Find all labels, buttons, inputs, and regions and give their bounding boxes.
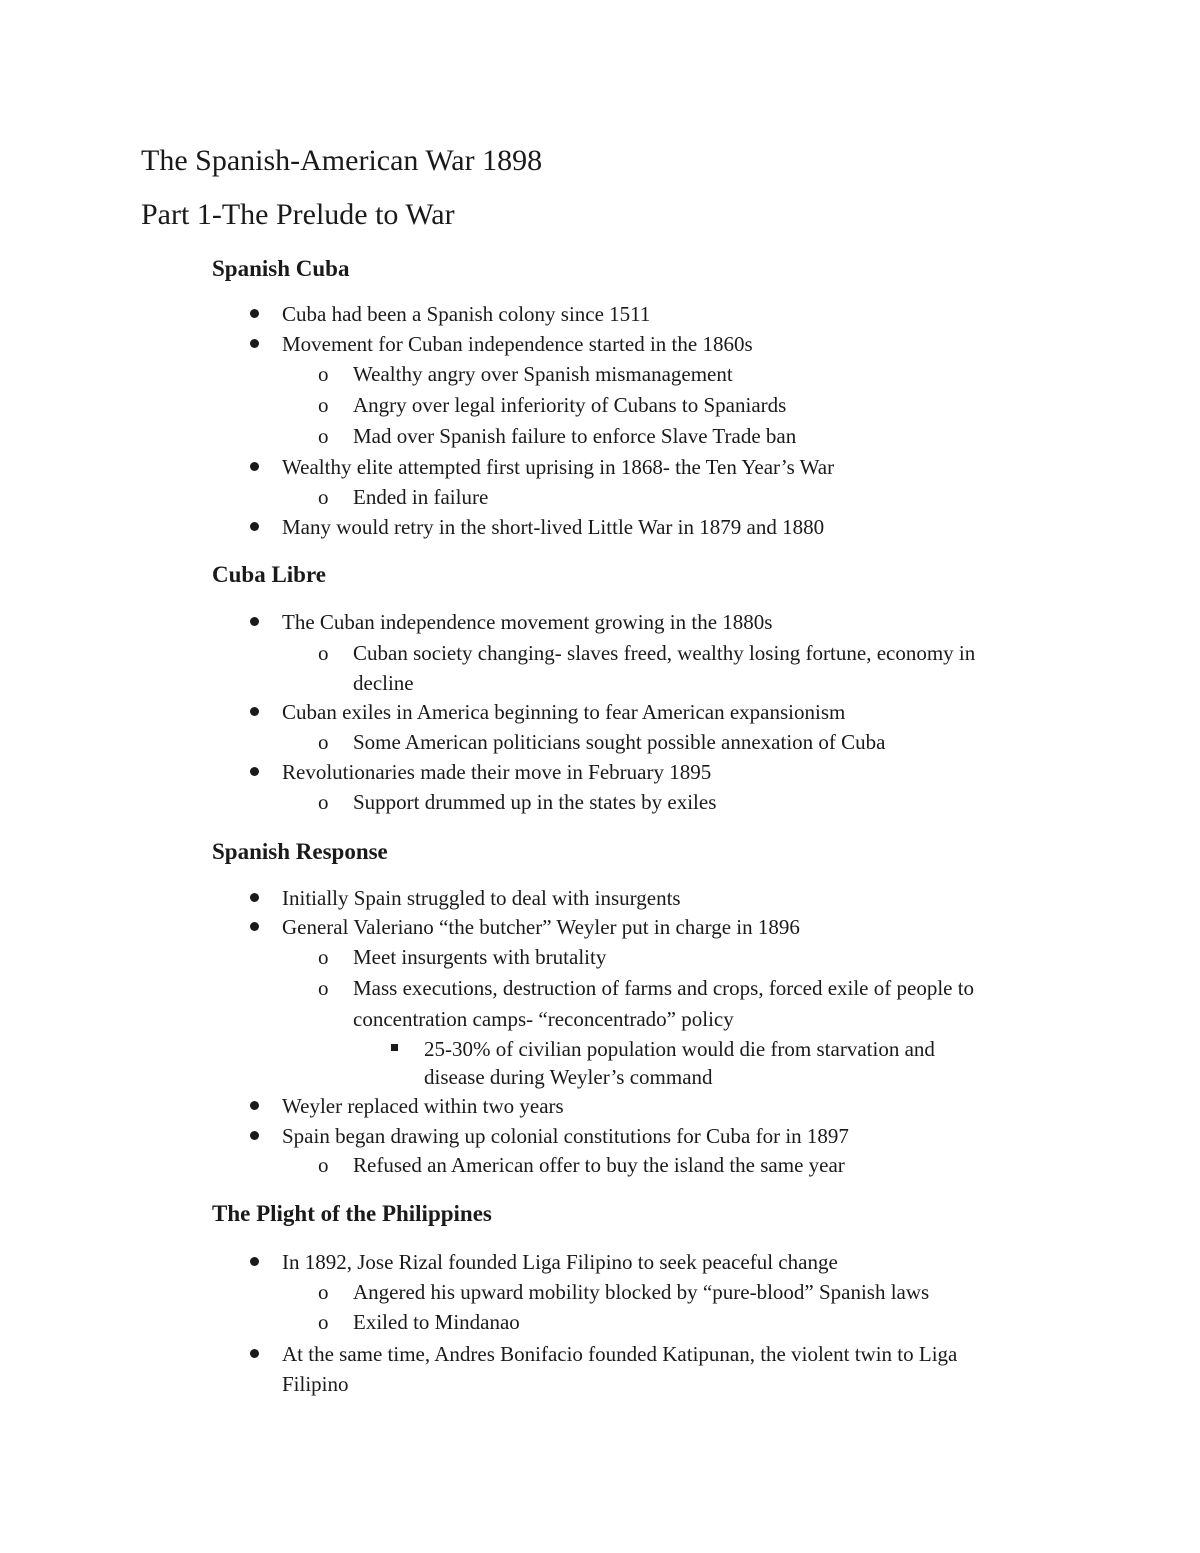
- list-item: Refused an American offer to buy the island the same year: [353, 1153, 845, 1177]
- bullet-circle-icon: o: [318, 641, 329, 665]
- list-item: Exiled to Mindanao: [353, 1310, 520, 1334]
- bullet-circle-icon: o: [318, 485, 329, 509]
- list-item-continuation: concentration camps- “reconcentrado” policy: [353, 1007, 734, 1031]
- list-item: Cuba had been a Spanish colony since 1511: [282, 302, 651, 326]
- list-item-continuation: decline: [353, 671, 414, 695]
- bullet-dot-icon: [250, 1349, 259, 1358]
- bullet-dot-icon: [250, 309, 259, 318]
- list-item: At the same time, Andres Bonifacio founded Katipunan, the violent twin to Liga: [282, 1342, 958, 1366]
- list-item-continuation: Filipino: [282, 1372, 349, 1396]
- bullet-circle-icon: o: [318, 1310, 329, 1334]
- section-heading: The Plight of the Philippines: [212, 1201, 492, 1226]
- bullet-dot-icon: [250, 707, 259, 716]
- bullet-dot-icon: [250, 1257, 259, 1266]
- list-item: Weyler replaced within two years: [282, 1094, 564, 1118]
- bullet-dot-icon: [250, 922, 259, 931]
- list-item: Angered his upward mobility blocked by “pure-blood” Spanish laws: [353, 1280, 930, 1304]
- bullet-square-icon: [391, 1044, 398, 1051]
- bullet-circle-icon: o: [318, 790, 329, 814]
- bullet-dot-icon: [250, 522, 259, 531]
- list-item: Support drummed up in the states by exiles: [353, 790, 717, 814]
- section-heading: Cuba Libre: [212, 562, 326, 587]
- list-item: Mass executions, destruction of farms and crops, forced exile of people to: [353, 976, 975, 1000]
- part-title: Part 1-The Prelude to War: [141, 198, 455, 231]
- bullet-circle-icon: o: [318, 945, 329, 969]
- bullet-dot-icon: [250, 767, 259, 776]
- list-item-continuation: disease during Weyler’s command: [424, 1065, 713, 1089]
- bullet-dot-icon: [250, 462, 259, 471]
- bullet-circle-icon: o: [318, 362, 329, 386]
- list-item: Initially Spain struggled to deal with insurgents: [282, 886, 681, 910]
- bullet-dot-icon: [250, 617, 259, 626]
- list-item: Spain began drawing up colonial constitutions for Cuba for in 1897: [282, 1124, 849, 1148]
- section-heading: Spanish Cuba: [212, 256, 350, 281]
- bullet-circle-icon: o: [318, 1153, 329, 1177]
- bullet-circle-icon: o: [318, 976, 329, 1000]
- bullet-circle-icon: o: [318, 1280, 329, 1304]
- bullet-circle-icon: o: [318, 730, 329, 754]
- list-item: Mad over Spanish failure to enforce Slave Trade ban: [353, 424, 797, 448]
- bullet-dot-icon: [250, 893, 259, 902]
- bullet-circle-icon: o: [318, 424, 329, 448]
- bullet-circle-icon: o: [318, 393, 329, 417]
- list-item: Wealthy angry over Spanish mismanagement: [353, 362, 733, 386]
- list-item: Many would retry in the short-lived Little War in 1879 and 1880: [282, 515, 825, 539]
- list-item: Cuban exiles in America beginning to fear American expansionism: [282, 700, 846, 724]
- list-item: Meet insurgents with brutality: [353, 945, 607, 969]
- list-item: Cuban society changing- slaves freed, wealthy losing fortune, economy in: [353, 641, 976, 665]
- list-item: The Cuban independence movement growing in the 1880s: [282, 610, 773, 634]
- list-item: In 1892, Jose Rizal founded Liga Filipino to seek peaceful change: [282, 1250, 838, 1274]
- list-item: 25-30% of civilian population would die from starvation and: [424, 1037, 935, 1061]
- bullet-dot-icon: [250, 339, 259, 348]
- bullet-dot-icon: [250, 1101, 259, 1110]
- list-item: Movement for Cuban independence started in the 1860s: [282, 332, 753, 356]
- list-item: Revolutionaries made their move in February 1895: [282, 760, 712, 784]
- bullet-dot-icon: [250, 1131, 259, 1140]
- list-item: Ended in failure: [353, 485, 489, 509]
- list-item: Wealthy elite attempted first uprising in 1868- the Ten Year’s War: [282, 455, 835, 479]
- list-item: General Valeriano “the butcher” Weyler put in charge in 1896: [282, 915, 800, 939]
- section-heading: Spanish Response: [212, 839, 388, 864]
- list-item: Angry over legal inferiority of Cubans to Spaniards: [353, 393, 787, 417]
- document-title: The Spanish-American War 1898: [141, 144, 543, 177]
- list-item: Some American politicians sought possible annexation of Cuba: [353, 730, 886, 754]
